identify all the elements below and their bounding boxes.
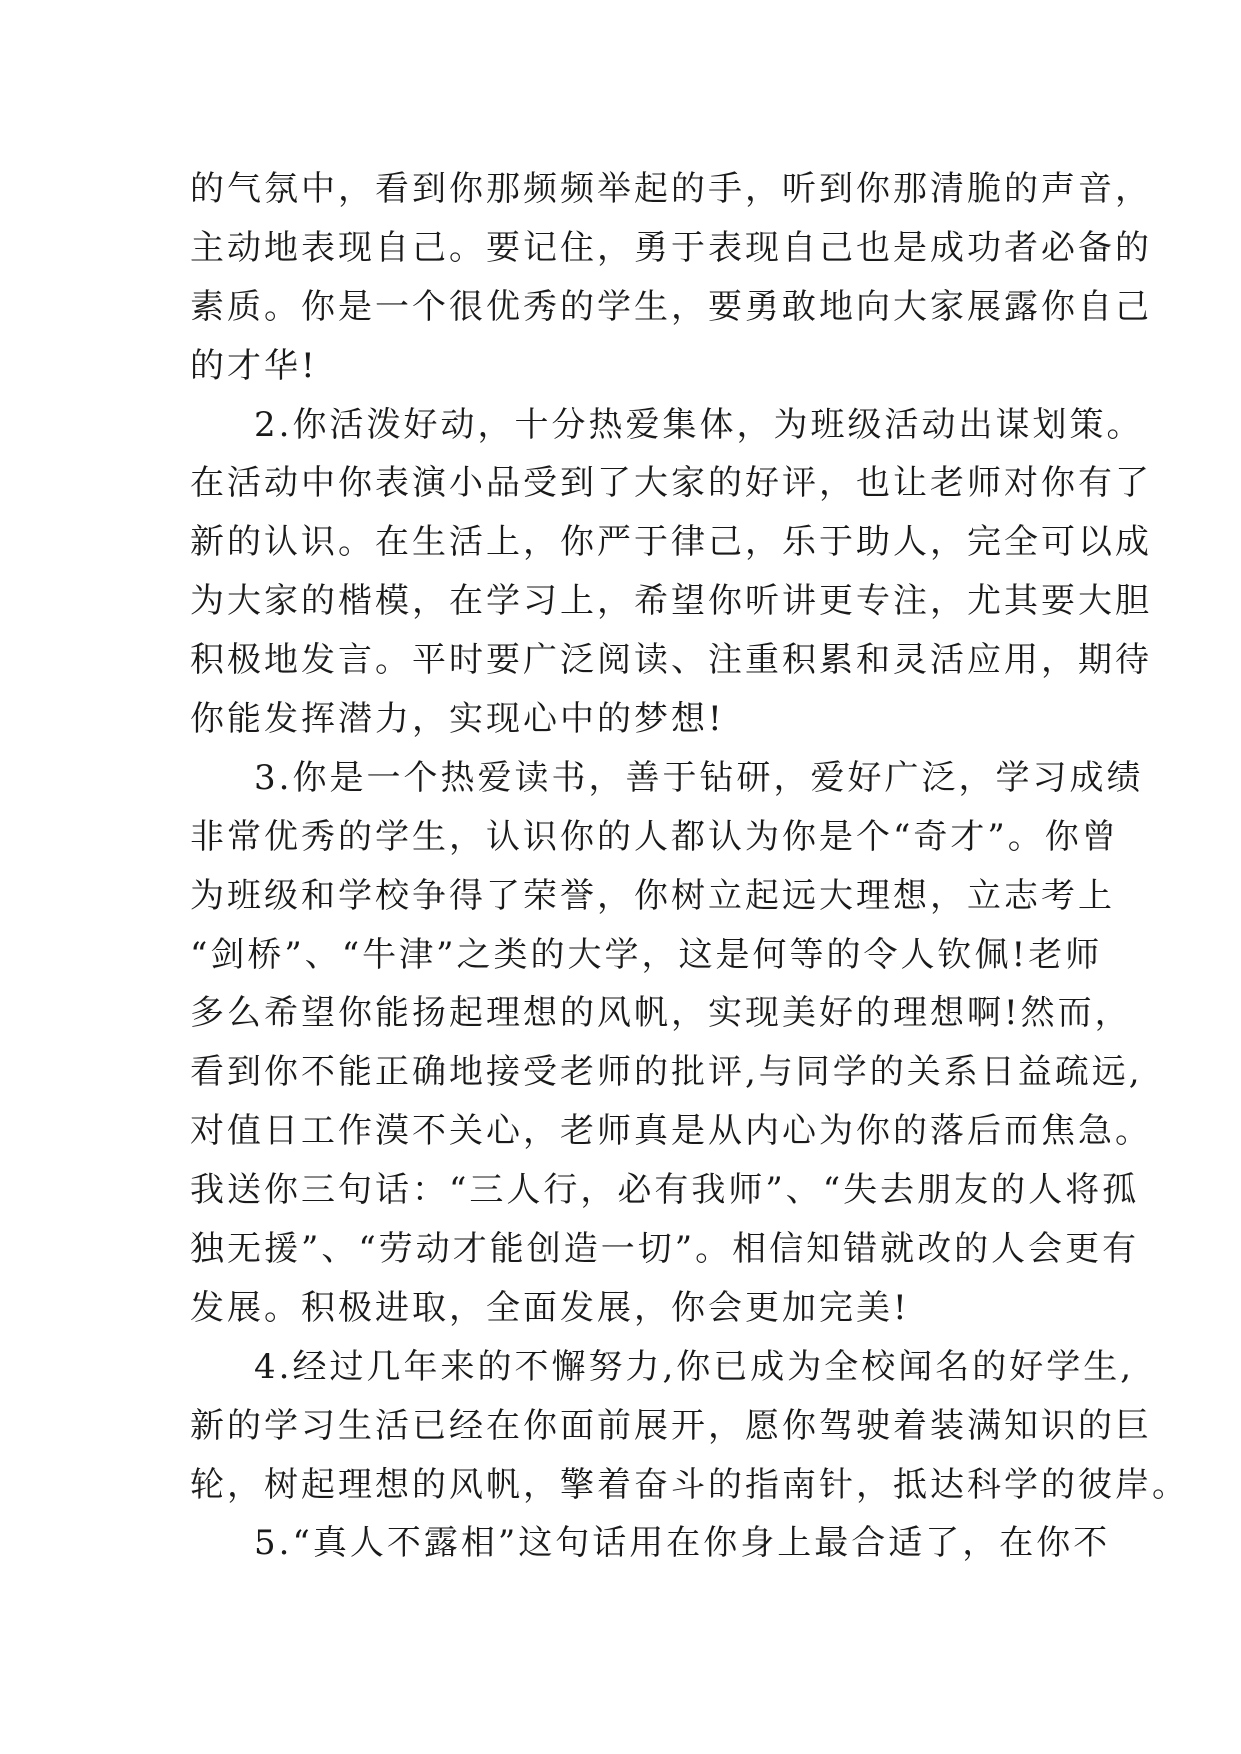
- paragraph-2-start: 2.你活泼好动，十分热爱集体，为班级活动出谋划策。: [254, 404, 1144, 445]
- paragraph-4-start: 4.经过几年来的不懈努力,你已成为全校闻名的好学生,: [254, 1346, 1135, 1387]
- text-line: 为班级和学校争得了荣誉，你树立起远大理想，立志考上: [190, 875, 1115, 916]
- paragraph-3-start: 3.你是一个热爱读书，善于钻研，爱好广泛，学习成绩: [254, 757, 1144, 798]
- text-line: 你能发挥潜力，实现心中的梦想!: [190, 699, 725, 740]
- text-line: 积极地发言。平时要广泛阅读、注重积累和灵活应用，期待: [190, 640, 1152, 681]
- text-line: 非常优秀的学生，认识你的人都认为你是个“奇才”。你曾: [190, 816, 1119, 857]
- text-line: 新的认识。在生活上，你严于律己，乐于助人，完全可以成: [190, 522, 1152, 563]
- text-line: 在活动中你表演小品受到了大家的好评，也让老师对你有了: [190, 463, 1152, 504]
- text-line: 我送你三句话：“三人行，必有我师”、“失去朋友的人将孤: [190, 1170, 1140, 1211]
- text-line: 新的学习生活已经在你面前展开，愿你驾驶着装满知识的巨: [190, 1405, 1152, 1446]
- body-text: [190, 160, 1189, 1573]
- text-line: 的才华!: [190, 345, 318, 386]
- text-line: 发展。积极进取，全面发展，你会更加完美!: [190, 1287, 910, 1328]
- text-line: 为大家的楷模，在学习上，希望你听讲更专注，尤其要大胆: [190, 581, 1152, 622]
- text-line: 素质。你是一个很优秀的学生，要勇敢地向大家展露你自己: [190, 286, 1152, 327]
- text-line: 独无援”、“劳动才能创造一切”。相信知错就改的人会更有: [190, 1229, 1140, 1270]
- text-line: 对值日工作漠不关心，老师真是从内心为你的落后而焦急。: [190, 1111, 1152, 1152]
- text-line: 的气氛中，看到你那频频举起的手，听到你那清脆的声音，: [190, 169, 1152, 209]
- text-line: 看到你不能正确地接受老师的批评,与同学的关系日益疏远,: [190, 1052, 1143, 1093]
- text-line: 轮，树起理想的风帆，擎着奋斗的指南针，抵达科学的彼岸。: [190, 1464, 1189, 1505]
- text-line: 多么希望你能扬起理想的风帆，实现美好的理想啊!然而，: [190, 993, 1132, 1034]
- text-line: “剑桥”、“牛津”之类的大学，这是何等的令人钦佩!老师: [190, 934, 1103, 975]
- text-line: 主动地表现自己。要记住，勇于表现自己也是成功者必备的: [190, 227, 1152, 268]
- paragraph-5-start: 5.“真人不露相”这句话用在你身上最合适了，在你不: [254, 1523, 1111, 1564]
